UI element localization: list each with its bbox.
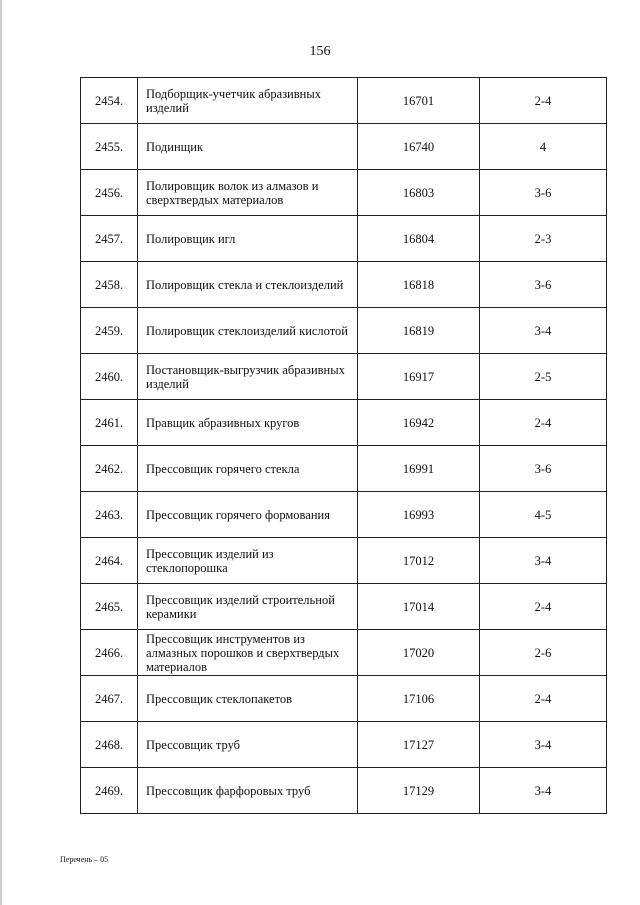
grade-range: 3-6: [480, 170, 607, 216]
table-row: [81, 308, 607, 354]
row-number: 2469.: [81, 768, 138, 814]
profession-code: 17127: [358, 722, 480, 768]
row-number: 2467.: [81, 676, 138, 722]
profession-code: 16701: [358, 78, 480, 124]
row-number: 2464.: [81, 538, 138, 584]
profession-code: 17129: [358, 768, 480, 814]
profession-code: 16804: [358, 216, 480, 262]
profession-code: 17106: [358, 676, 480, 722]
grade-range: 4: [480, 124, 607, 170]
grade-range: 3-4: [480, 538, 607, 584]
grade-range: 3-4: [480, 768, 607, 814]
profession-name: Постановщик-выгрузчик абразивных изделий: [138, 354, 358, 400]
row-number: 2463.: [81, 492, 138, 538]
table-row: [81, 354, 607, 400]
row-number: 2461.: [81, 400, 138, 446]
profession-name: Прессовщик инструментов из алмазных порошков и сверхтвердых материалов: [138, 630, 358, 676]
grade-range: 3-6: [480, 446, 607, 492]
profession-name: Прессовщик горячего формования: [138, 492, 358, 538]
table-row: [81, 400, 607, 446]
profession-code: 17020: [358, 630, 480, 676]
grade-range: 3-6: [480, 262, 607, 308]
row-number: 2455.: [81, 124, 138, 170]
grade-range: 2-3: [480, 216, 607, 262]
profession-code: 16993: [358, 492, 480, 538]
grade-range: 3-4: [480, 722, 607, 768]
table-row: [81, 768, 607, 814]
table-row: [81, 676, 607, 722]
profession-code: 16803: [358, 170, 480, 216]
profession-code: 17014: [358, 584, 480, 630]
table-row: [81, 78, 607, 124]
row-number: 2465.: [81, 584, 138, 630]
profession-name: Прессовщик фарфоровых труб: [138, 768, 358, 814]
grade-range: 2-4: [480, 584, 607, 630]
profession-name: Подинщик: [138, 124, 358, 170]
profession-name: Прессовщик изделий строительной керамики: [138, 584, 358, 630]
table-row: [81, 492, 607, 538]
profession-code: 16942: [358, 400, 480, 446]
scan-edge: [0, 0, 2, 905]
row-number: 2459.: [81, 308, 138, 354]
table-row: [81, 584, 607, 630]
profession-name: Прессовщик изделий из стеклопорошка: [138, 538, 358, 584]
profession-name: Подборщик-учетчик абразивных изделий: [138, 78, 358, 124]
table-row: [81, 124, 607, 170]
table-body: [81, 78, 607, 814]
profession-name: Полировщик стекла и стеклоизделий: [138, 262, 358, 308]
grade-range: 4-5: [480, 492, 607, 538]
row-number: 2456.: [81, 170, 138, 216]
footer-label: Перечень – 05: [60, 855, 109, 864]
profession-name: Прессовщик труб: [138, 722, 358, 768]
table-row: [81, 170, 607, 216]
row-number: 2468.: [81, 722, 138, 768]
row-number: 2466.: [81, 630, 138, 676]
table-row: [81, 446, 607, 492]
profession-code: 16917: [358, 354, 480, 400]
table-row: [81, 630, 607, 676]
profession-name: Полировщик игл: [138, 216, 358, 262]
grade-range: 2-6: [480, 630, 607, 676]
row-number: 2462.: [81, 446, 138, 492]
grade-range: 2-4: [480, 676, 607, 722]
grade-range: 3-4: [480, 308, 607, 354]
profession-code: 16818: [358, 262, 480, 308]
table-row: [81, 722, 607, 768]
profession-code: 16991: [358, 446, 480, 492]
table-row: [81, 262, 607, 308]
profession-name: Прессовщик горячего стекла: [138, 446, 358, 492]
grade-range: 2-5: [480, 354, 607, 400]
row-number: 2460.: [81, 354, 138, 400]
profession-name: Прессовщик стеклопакетов: [138, 676, 358, 722]
grade-range: 2-4: [480, 400, 607, 446]
table-row: [81, 538, 607, 584]
row-number: 2457.: [81, 216, 138, 262]
profession-name: Полировщик волок из алмазов и сверхтвердых материалов: [138, 170, 358, 216]
row-number: 2454.: [81, 78, 138, 124]
profession-code: 17012: [358, 538, 480, 584]
profession-name: Правщик абразивных кругов: [138, 400, 358, 446]
table-row: [81, 216, 607, 262]
profession-name: Полировщик стеклоизделий кислотой: [138, 308, 358, 354]
row-number: 2458.: [81, 262, 138, 308]
profession-code: 16740: [358, 124, 480, 170]
professions-table: [80, 77, 607, 814]
grade-range: 2-4: [480, 78, 607, 124]
profession-code: 16819: [358, 308, 480, 354]
page-number: 156: [309, 44, 331, 59]
